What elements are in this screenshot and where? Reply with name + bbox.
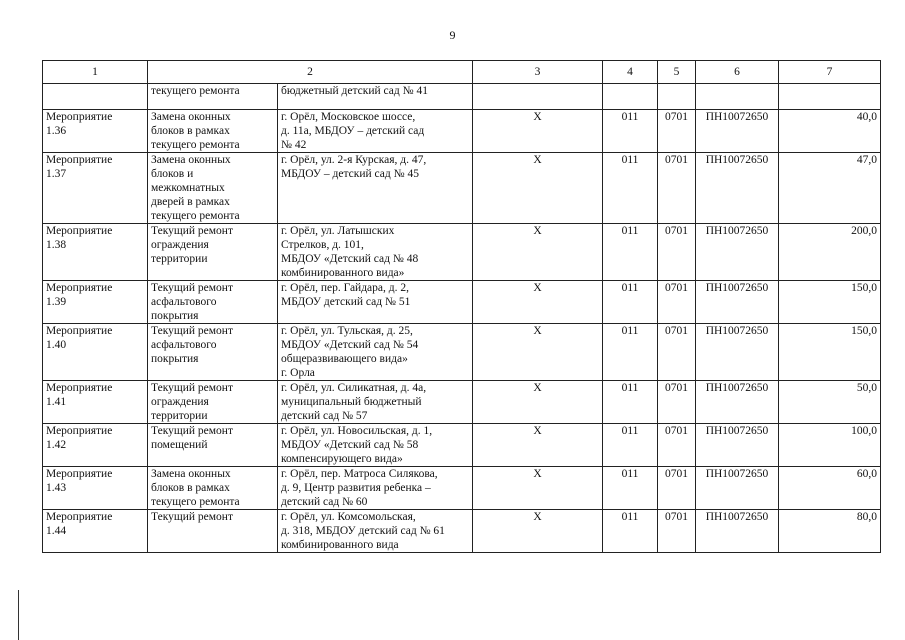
cell-col3: Х bbox=[473, 153, 603, 224]
cell-col6: ПН10072650 bbox=[696, 381, 779, 424]
left-margin-rule bbox=[18, 590, 19, 640]
cell-col3: Х bbox=[473, 110, 603, 153]
cell-col6: ПН10072650 bbox=[696, 424, 779, 467]
cell-id: Мероприятие 1.37 bbox=[43, 153, 148, 224]
cell-id: Мероприятие 1.43 bbox=[43, 467, 148, 510]
cell-col6: ПН10072650 bbox=[696, 110, 779, 153]
header-row bbox=[43, 61, 881, 84]
cell-col5: 0701 bbox=[658, 381, 696, 424]
cell-col7: 100,0 bbox=[779, 424, 881, 467]
cell-col7: 150,0 bbox=[779, 324, 881, 381]
cell-address: г. Орёл, ул. Тульская, д. 25, МБДОУ «Детский сад № 54 общеразвивающего вида» г. Орла bbox=[278, 324, 473, 381]
cell-col6: ПН10072650 bbox=[696, 467, 779, 510]
cell-col4: 011 bbox=[603, 324, 658, 381]
cell-address: г. Орёл, Московское шоссе, д. 11а, МБДОУ – детский сад № 42 bbox=[278, 110, 473, 153]
cell-col6: ПН10072650 bbox=[696, 224, 779, 281]
cell-address: бюджетный детский сад № 41 bbox=[278, 84, 473, 110]
header-col-5: 5 bbox=[658, 61, 696, 84]
cell-address: г. Орёл, пер. Гайдара, д. 2, МБДОУ детский сад № 51 bbox=[278, 281, 473, 324]
cell-col4: 011 bbox=[603, 510, 658, 553]
cell-col4: 011 bbox=[603, 381, 658, 424]
cell-id: Мероприятие 1.42 bbox=[43, 424, 148, 467]
table-row bbox=[43, 381, 881, 424]
budget-table bbox=[42, 60, 881, 553]
cell-name: текущего ремонта bbox=[148, 84, 278, 110]
cell-col4: 011 bbox=[603, 224, 658, 281]
cell-id: Мероприятие 1.38 bbox=[43, 224, 148, 281]
cell-col4 bbox=[603, 84, 658, 110]
cell-col3 bbox=[473, 84, 603, 110]
table-row bbox=[43, 153, 881, 224]
cell-name: Текущий ремонт асфальтового покрытия bbox=[148, 324, 278, 381]
table-row bbox=[43, 281, 881, 324]
cell-col3: Х bbox=[473, 324, 603, 381]
cell-id: Мероприятие 1.44 bbox=[43, 510, 148, 553]
cell-col6: ПН10072650 bbox=[696, 281, 779, 324]
cell-col7: 47,0 bbox=[779, 153, 881, 224]
cell-col6: ПН10072650 bbox=[696, 153, 779, 224]
cell-col5: 0701 bbox=[658, 281, 696, 324]
cell-address: г. Орёл, ул. Комсомольская, д. 318, МБДОУ детский сад № 61 комбинированного вида bbox=[278, 510, 473, 553]
table-row bbox=[43, 224, 881, 281]
header-col-4: 4 bbox=[603, 61, 658, 84]
cell-name: Текущий ремонт асфальтового покрытия bbox=[148, 281, 278, 324]
cell-col4: 011 bbox=[603, 281, 658, 324]
cell-col7 bbox=[779, 84, 881, 110]
cell-col6 bbox=[696, 84, 779, 110]
cell-col6: ПН10072650 bbox=[696, 510, 779, 553]
cell-col5: 0701 bbox=[658, 467, 696, 510]
table-row bbox=[43, 324, 881, 381]
cell-col7: 50,0 bbox=[779, 381, 881, 424]
cell-name: Замена оконных блоков в рамках текущего ремонта bbox=[148, 467, 278, 510]
cell-id: Мероприятие 1.40 bbox=[43, 324, 148, 381]
header-col-2: 2 bbox=[148, 61, 473, 84]
header-col-3: 3 bbox=[473, 61, 603, 84]
cell-name: Текущий ремонт ограждения территории bbox=[148, 224, 278, 281]
cell-address: г. Орёл, ул. Новосильская, д. 1, МБДОУ «Детский сад № 58 компенсирующего вида» bbox=[278, 424, 473, 467]
cell-col6: ПН10072650 bbox=[696, 324, 779, 381]
cell-name: Текущий ремонт помещений bbox=[148, 424, 278, 467]
cell-col3: Х bbox=[473, 424, 603, 467]
cell-id bbox=[43, 84, 148, 110]
cell-col4: 011 bbox=[603, 467, 658, 510]
cell-col5: 0701 bbox=[658, 324, 696, 381]
cell-col3: Х bbox=[473, 510, 603, 553]
cell-col5: 0701 bbox=[658, 510, 696, 553]
cell-col7: 80,0 bbox=[779, 510, 881, 553]
table-row bbox=[43, 467, 881, 510]
page-number: 9 bbox=[449, 28, 456, 42]
cell-address: г. Орёл, ул. Силикатная, д. 4а, муниципальный бюджетный детский сад № 57 bbox=[278, 381, 473, 424]
cell-col3: Х bbox=[473, 381, 603, 424]
cell-col5: 0701 bbox=[658, 153, 696, 224]
cell-address: г. Орёл, ул. Латышских Стрелков, д. 101, МБДОУ «Детский сад № 48 комбинированного вида» bbox=[278, 224, 473, 281]
cell-col5: 0701 bbox=[658, 424, 696, 467]
cell-col3: Х bbox=[473, 467, 603, 510]
header-col-6: 6 bbox=[696, 61, 779, 84]
cell-col4: 011 bbox=[603, 110, 658, 153]
cell-col5: 0701 bbox=[658, 110, 696, 153]
cell-name: Текущий ремонт ограждения территории bbox=[148, 381, 278, 424]
cell-col3: Х bbox=[473, 224, 603, 281]
cell-col7: 200,0 bbox=[779, 224, 881, 281]
table-row bbox=[43, 424, 881, 467]
cell-col5: 0701 bbox=[658, 224, 696, 281]
cell-col3: Х bbox=[473, 281, 603, 324]
cell-id: Мероприятие 1.36 bbox=[43, 110, 148, 153]
cell-col5 bbox=[658, 84, 696, 110]
cell-col4: 011 bbox=[603, 153, 658, 224]
table-row bbox=[43, 110, 881, 153]
table-row bbox=[43, 510, 881, 553]
header-col-7: 7 bbox=[779, 61, 881, 84]
cell-col4: 011 bbox=[603, 424, 658, 467]
continuation-row bbox=[43, 84, 881, 110]
cell-address: г. Орёл, ул. 2-я Курская, д. 47, МБДОУ – детский сад № 45 bbox=[278, 153, 473, 224]
cell-id: Мероприятие 1.41 bbox=[43, 381, 148, 424]
cell-col7: 60,0 bbox=[779, 467, 881, 510]
header-col-1: 1 bbox=[43, 61, 148, 84]
cell-address: г. Орёл, пер. Матроса Силякова, д. 9, Центр развития ребенка – детский сад № 60 bbox=[278, 467, 473, 510]
cell-name: Текущий ремонт bbox=[148, 510, 278, 553]
cell-col7: 40,0 bbox=[779, 110, 881, 153]
cell-name: Замена оконных блоков и межкомнатных дверей в рамках текущего ремонта bbox=[148, 153, 278, 224]
cell-id: Мероприятие 1.39 bbox=[43, 281, 148, 324]
cell-col7: 150,0 bbox=[779, 281, 881, 324]
cell-name: Замена оконных блоков в рамках текущего ремонта bbox=[148, 110, 278, 153]
